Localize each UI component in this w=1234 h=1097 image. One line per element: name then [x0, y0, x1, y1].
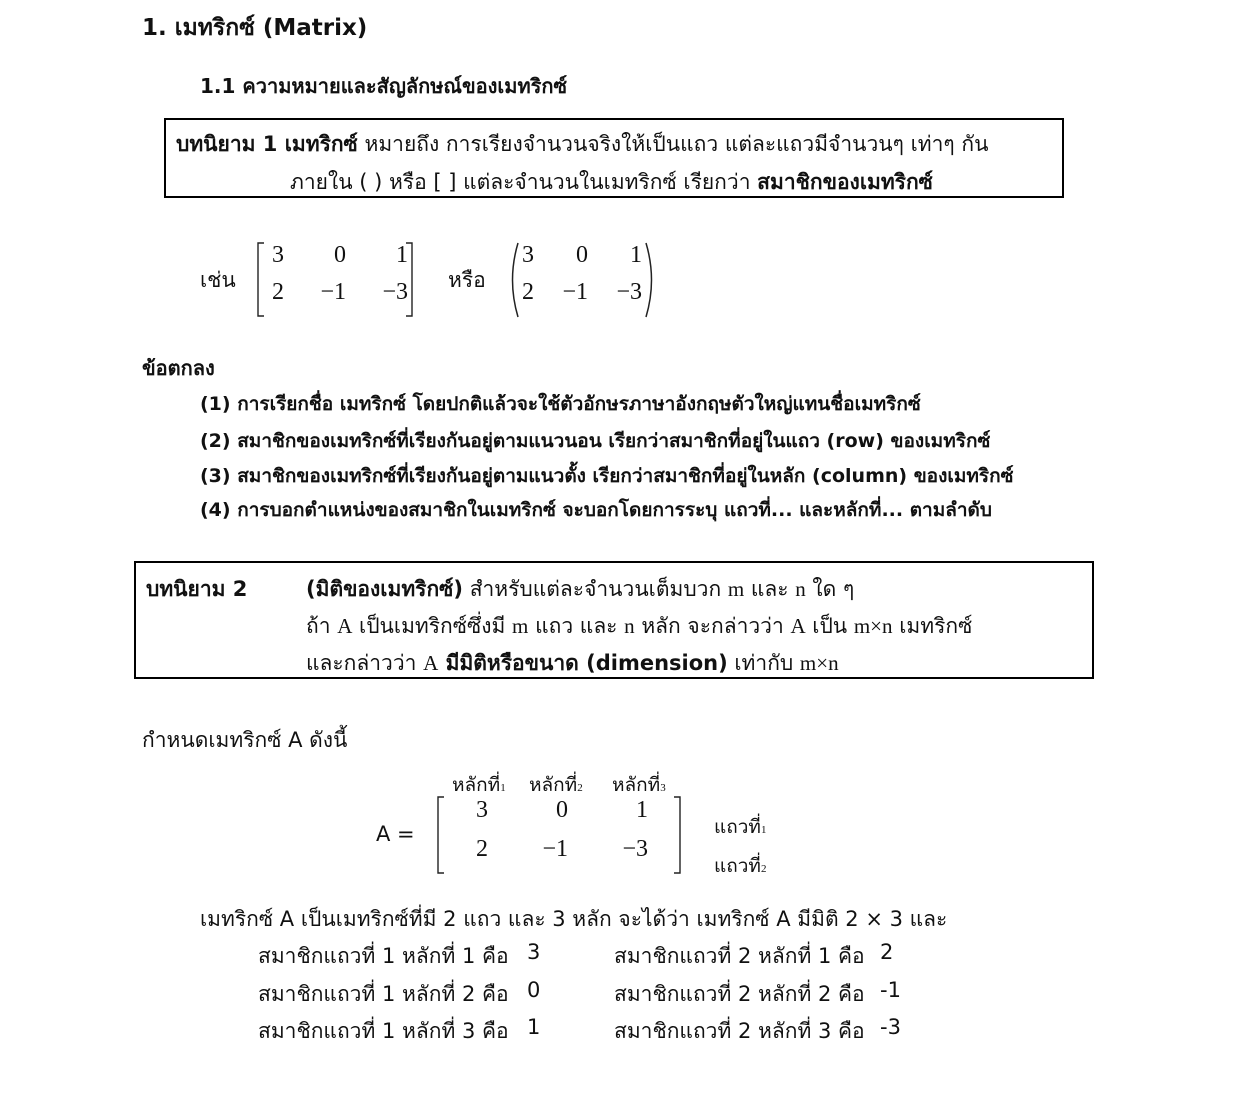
definition-1-box [164, 118, 1064, 198]
definition-1-line-2: ภายใน ( ) หรือ [ ] แต่ละจำนวนในเมทริกซ์ เรียกว่า สมาชิกของเมทริกซ์ [290, 170, 933, 194]
agreement-item: (2) สมาชิกของเมทริกซ์ที่เรียงกันอยู่ตามแนวนอน เรียกว่าสมาชิกที่อยู่ในแถว (row) ของเมทริกซ์ [200, 430, 991, 452]
matrix-entry: 1 [630, 242, 642, 268]
matrix-entry: 0 [334, 242, 346, 268]
matrix-entry: 3 [476, 797, 488, 823]
matrix-entry: 0 [576, 242, 588, 268]
agreement-item: (1) การเรียกชื่อ เมทริกซ์ โดยปกติแล้วจะใช้ตัวอักษรภาษาอังกฤษตัวใหญ่แทนชื่อเมทริกซ์ [200, 393, 921, 415]
member-text: สมาชิกแถวที่ 2 หลักที่ 2 คือ [614, 982, 865, 1006]
row-label: แถวที่1 [714, 817, 767, 838]
member-value: -1 [880, 978, 901, 1002]
matrix-entry: 2 [272, 279, 284, 305]
matrix-a-name: A = [376, 822, 415, 846]
matrix-entry: −1 [320, 279, 346, 305]
right-paren [646, 243, 652, 317]
matrix-entry: 1 [396, 242, 408, 268]
column-label: หลักที่2 [529, 775, 583, 796]
column-label: หลักที่1 [452, 775, 506, 796]
right-bracket [674, 797, 680, 873]
definition-1-term: สมาชิกของเมทริกซ์ [757, 170, 933, 194]
matrix-entry: −3 [382, 279, 408, 305]
definition-1-label: บทนิยาม 1 เมทริกซ์ [176, 132, 358, 156]
matrix-entry: 0 [556, 797, 568, 823]
member-text: สมาชิกแถวที่ 1 หลักที่ 3 คือ [258, 1019, 509, 1043]
matrix-entry: 3 [522, 242, 534, 268]
matrix-entry: −3 [622, 836, 648, 862]
matrix-entry: −1 [562, 279, 588, 305]
agreement-item: (4) การบอกตำแหน่งของสมาชิกในเมทริกซ์ จะบอกโดยการระบุ แถวที่... และหลักที่... ตามลำดับ [200, 499, 992, 521]
definition-2-line-3: และกล่าวว่า A มีมิติหรือขนาด (dimension) เท่ากับ m×n [306, 651, 839, 675]
member-value: 3 [527, 940, 541, 964]
definition-2-line-2: ถ้า A เป็นเมทริกซ์ซึ่งมี m แถว และ n หลัก จะกล่าวว่า A เป็น m×n เมทริกซ์ [306, 614, 973, 638]
member-text: สมาชิกแถวที่ 2 หลักที่ 1 คือ [614, 944, 865, 968]
matrix-summary: เมทริกซ์ A เป็นเมทริกซ์ที่มี 2 แถว และ 3 หลัก จะได้ว่า เมทริกซ์ A มีมิติ 2 × 3 และ [200, 907, 948, 931]
column-label: หลักที่3 [612, 775, 666, 796]
definition-2-box [134, 561, 1094, 679]
matrix-entry: 3 [272, 242, 284, 268]
example-matrix-bracket-values [262, 242, 408, 306]
example-or: หรือ [448, 268, 486, 292]
section-title: 1. เมทริกซ์ (Matrix) [142, 15, 368, 41]
given-statement: กำหนดเมทริกซ์ A ดังนี้ [142, 728, 348, 752]
definition-2-line-1: (มิติของเมทริกซ์) สำหรับแต่ละจำนวนเต็มบวก m และ n ใด ๆ [306, 577, 855, 601]
row-label: แถวที่2 [714, 856, 767, 877]
matrix-entry: 2 [522, 279, 534, 305]
agreement-item: (3) สมาชิกของเมทริกซ์ที่เรียงกันอยู่ตามแนวตั้ง เรียกว่าสมาชิกที่อยู่ในหลัก (column) ของเมทริกซ์ [200, 465, 1014, 487]
matrix-entry: −1 [542, 836, 568, 862]
member-text: สมาชิกแถวที่ 2 หลักที่ 3 คือ [614, 1019, 865, 1043]
definition-1-line-1: บทนิยาม 1 เมทริกซ์ หมายถึง การเรียงจำนวนจริงให้เป็นแถว แต่ละแถวมีจำนวนๆ เท่าๆ กัน [176, 132, 989, 156]
member-value: 2 [880, 940, 894, 964]
definition-2-label: บทนิยาม 2 [146, 577, 248, 601]
example-label: เช่น [200, 268, 236, 292]
member-value: 0 [527, 978, 541, 1002]
member-text: สมาชิกแถวที่ 1 หลักที่ 1 คือ [258, 944, 509, 968]
matrix-entry: −3 [616, 279, 642, 305]
matrix-entry: 1 [636, 797, 648, 823]
member-value: 1 [527, 1015, 541, 1039]
subsection-title: 1.1 ความหมายและสัญลักษณ์ของเมทริกซ์ [200, 74, 568, 98]
member-text: สมาชิกแถวที่ 1 หลักที่ 2 คือ [258, 982, 509, 1006]
matrix-entry: 2 [476, 836, 488, 862]
example-matrix-paren-values [516, 242, 642, 306]
matrix-a-values [466, 797, 648, 863]
agreement-title: ข้อตกลง [142, 356, 215, 380]
member-value: -3 [880, 1015, 901, 1039]
left-bracket [438, 797, 444, 873]
